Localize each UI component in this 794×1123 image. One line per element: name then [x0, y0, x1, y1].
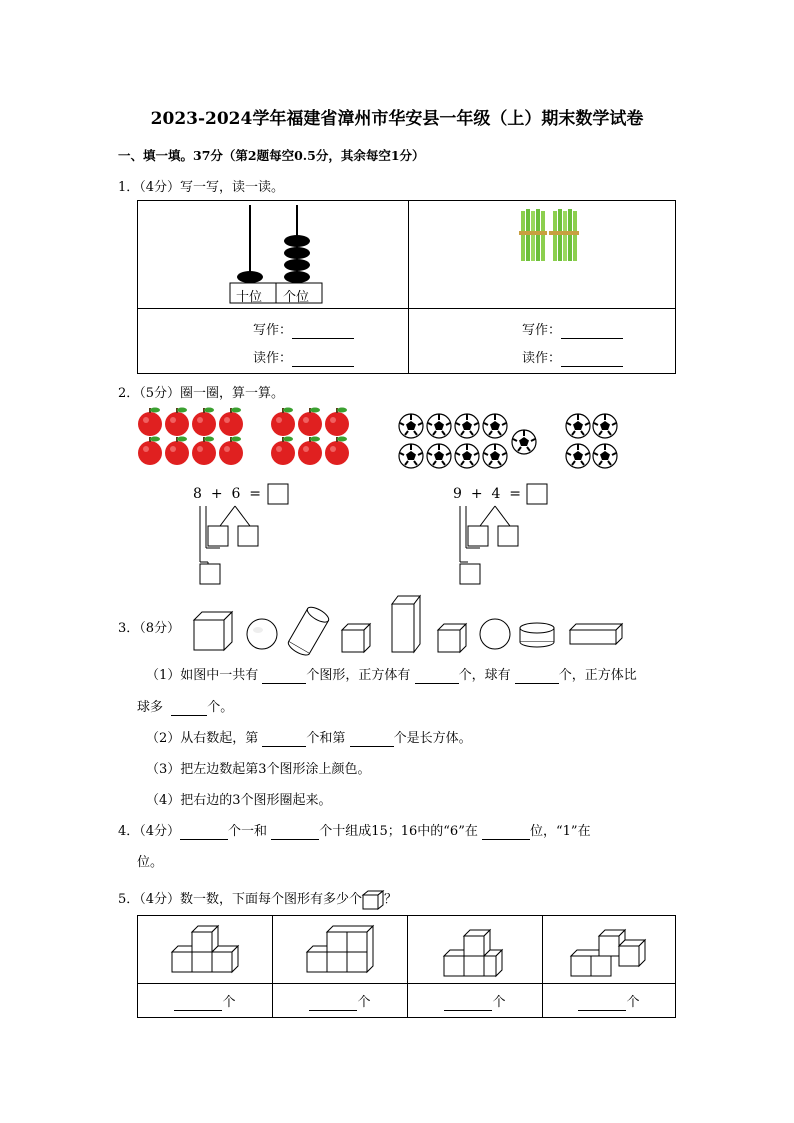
figure-cell	[138, 916, 273, 984]
q3-blank-pos1[interactable]	[262, 731, 306, 747]
q3-part1-line1	[146, 664, 637, 684]
sticks-answer-cell	[409, 309, 676, 374]
q1-table	[137, 200, 676, 374]
q5-blank-1[interactable]	[174, 995, 222, 1011]
q4-line2: 位。	[137, 855, 164, 870]
eq-num: 9	[453, 486, 462, 502]
read-label: 读作：	[253, 351, 293, 366]
q2-header: 2．（5分）圈一圈，算一算。	[118, 386, 285, 401]
eq-equals: =	[249, 486, 262, 502]
q3-text: 个，球有	[458, 668, 511, 683]
eq-num: 8	[193, 486, 202, 502]
cube-stack-figure	[442, 920, 522, 980]
q5-text: ？	[384, 892, 398, 907]
q3-text: 个。	[207, 700, 234, 715]
q5-text: 5．（4分）数一数，下面每个图形有多少个	[118, 892, 363, 907]
right-decompose-diagram	[450, 482, 570, 592]
sticks-write-blank[interactable]	[561, 323, 623, 339]
answer-cell	[543, 984, 676, 1018]
left-decompose-diagram	[190, 482, 310, 592]
q3-text: 球多	[137, 700, 164, 715]
q5-header	[118, 888, 397, 910]
q5-table	[137, 915, 676, 1018]
cube-stack-figure	[170, 926, 250, 976]
q3-text: 个和第	[306, 731, 346, 746]
figure-cell	[273, 916, 408, 984]
abacus-ones-label: 个位	[283, 290, 310, 305]
q4-text: 个一和	[228, 824, 268, 839]
eq-equals: =	[509, 486, 522, 502]
abacus-write-blank[interactable]	[292, 323, 354, 339]
page-title: 2023-2024学年福建省漳州市华安县一年级（上）期末数学试卷	[150, 109, 644, 129]
q3-text: 个是长方体。	[393, 731, 472, 746]
q4-blank-place6[interactable]	[482, 824, 530, 840]
q3-blank-total[interactable]	[262, 668, 306, 684]
q3-text: 个，正方体比	[558, 668, 637, 683]
abacus-read-row	[253, 347, 354, 367]
abacus-write-row	[253, 319, 354, 339]
sticks-cell	[409, 201, 676, 309]
stick-bundles-image	[409, 201, 677, 309]
figure-cell	[408, 916, 543, 984]
q4-text: 4．（4分）	[118, 824, 181, 839]
answer-cell	[408, 984, 543, 1018]
figure-cell	[543, 916, 676, 984]
q4-blank-tens[interactable]	[271, 824, 319, 840]
q3-part1-line2	[137, 696, 233, 716]
abacus-image	[138, 201, 408, 309]
abacus-cell	[138, 201, 409, 309]
cube-stack-figure	[305, 926, 385, 976]
q3-part2	[146, 727, 472, 747]
cube-stack-figure	[569, 920, 659, 980]
eq-op: +	[470, 486, 483, 502]
q4-text: 个十组成15；16中的“6”在	[319, 824, 478, 839]
write-label: 写作：	[522, 323, 562, 338]
answer-cell	[138, 984, 273, 1018]
read-label: 读作：	[522, 351, 562, 366]
sticks-write-row	[522, 319, 623, 339]
unit-label: 个	[357, 994, 371, 1010]
sticks-read-blank[interactable]	[561, 351, 623, 367]
eq-num: 4	[491, 486, 501, 502]
q3-blank-cubes[interactable]	[415, 668, 459, 684]
section-heading: 一、填一填。37分（第2题每空0.5分，其余每空1分）	[118, 148, 425, 163]
q5-blank-2[interactable]	[309, 995, 357, 1011]
abacus-answer-cell	[138, 309, 409, 374]
abacus-tens-label: 十位	[236, 290, 263, 305]
q4-text: 位，“1”在	[530, 824, 591, 839]
abacus-read-blank[interactable]	[292, 351, 354, 367]
apples-image	[136, 408, 366, 468]
q4-line1	[118, 820, 591, 840]
q3-part3: （3）把左边数起第3个图形涂上颜色。	[146, 762, 371, 777]
q3-text: 个图形，正方体有	[306, 668, 411, 683]
q3-blank-spheres[interactable]	[515, 668, 559, 684]
eq-num: 6	[231, 486, 241, 502]
q5-blank-4[interactable]	[578, 995, 626, 1011]
sticks-read-row	[522, 347, 623, 367]
solid-shapes-image	[190, 592, 630, 654]
cube-icon	[362, 890, 384, 910]
answer-cell	[273, 984, 408, 1018]
q3-blank-difference[interactable]	[171, 700, 207, 716]
eq-op: +	[210, 486, 223, 502]
q3-text: （2）从右数起，第	[146, 731, 259, 746]
q3-header: 3．（8分）	[118, 621, 181, 636]
q1-header: 1．（4分）写一写，读一读。	[118, 180, 285, 195]
q5-blank-3[interactable]	[444, 995, 492, 1011]
unit-label: 个	[626, 994, 640, 1010]
write-label: 写作：	[253, 323, 293, 338]
q3-part4: （4）把右边的3个图形圈起来。	[146, 793, 332, 808]
soccer-balls-image	[396, 410, 626, 470]
q3-blank-pos2[interactable]	[350, 731, 394, 747]
unit-label: 个	[222, 994, 236, 1010]
unit-label: 个	[492, 994, 506, 1010]
q4-blank-ones[interactable]	[180, 824, 228, 840]
q3-text: （1）如图中一共有	[146, 668, 259, 683]
